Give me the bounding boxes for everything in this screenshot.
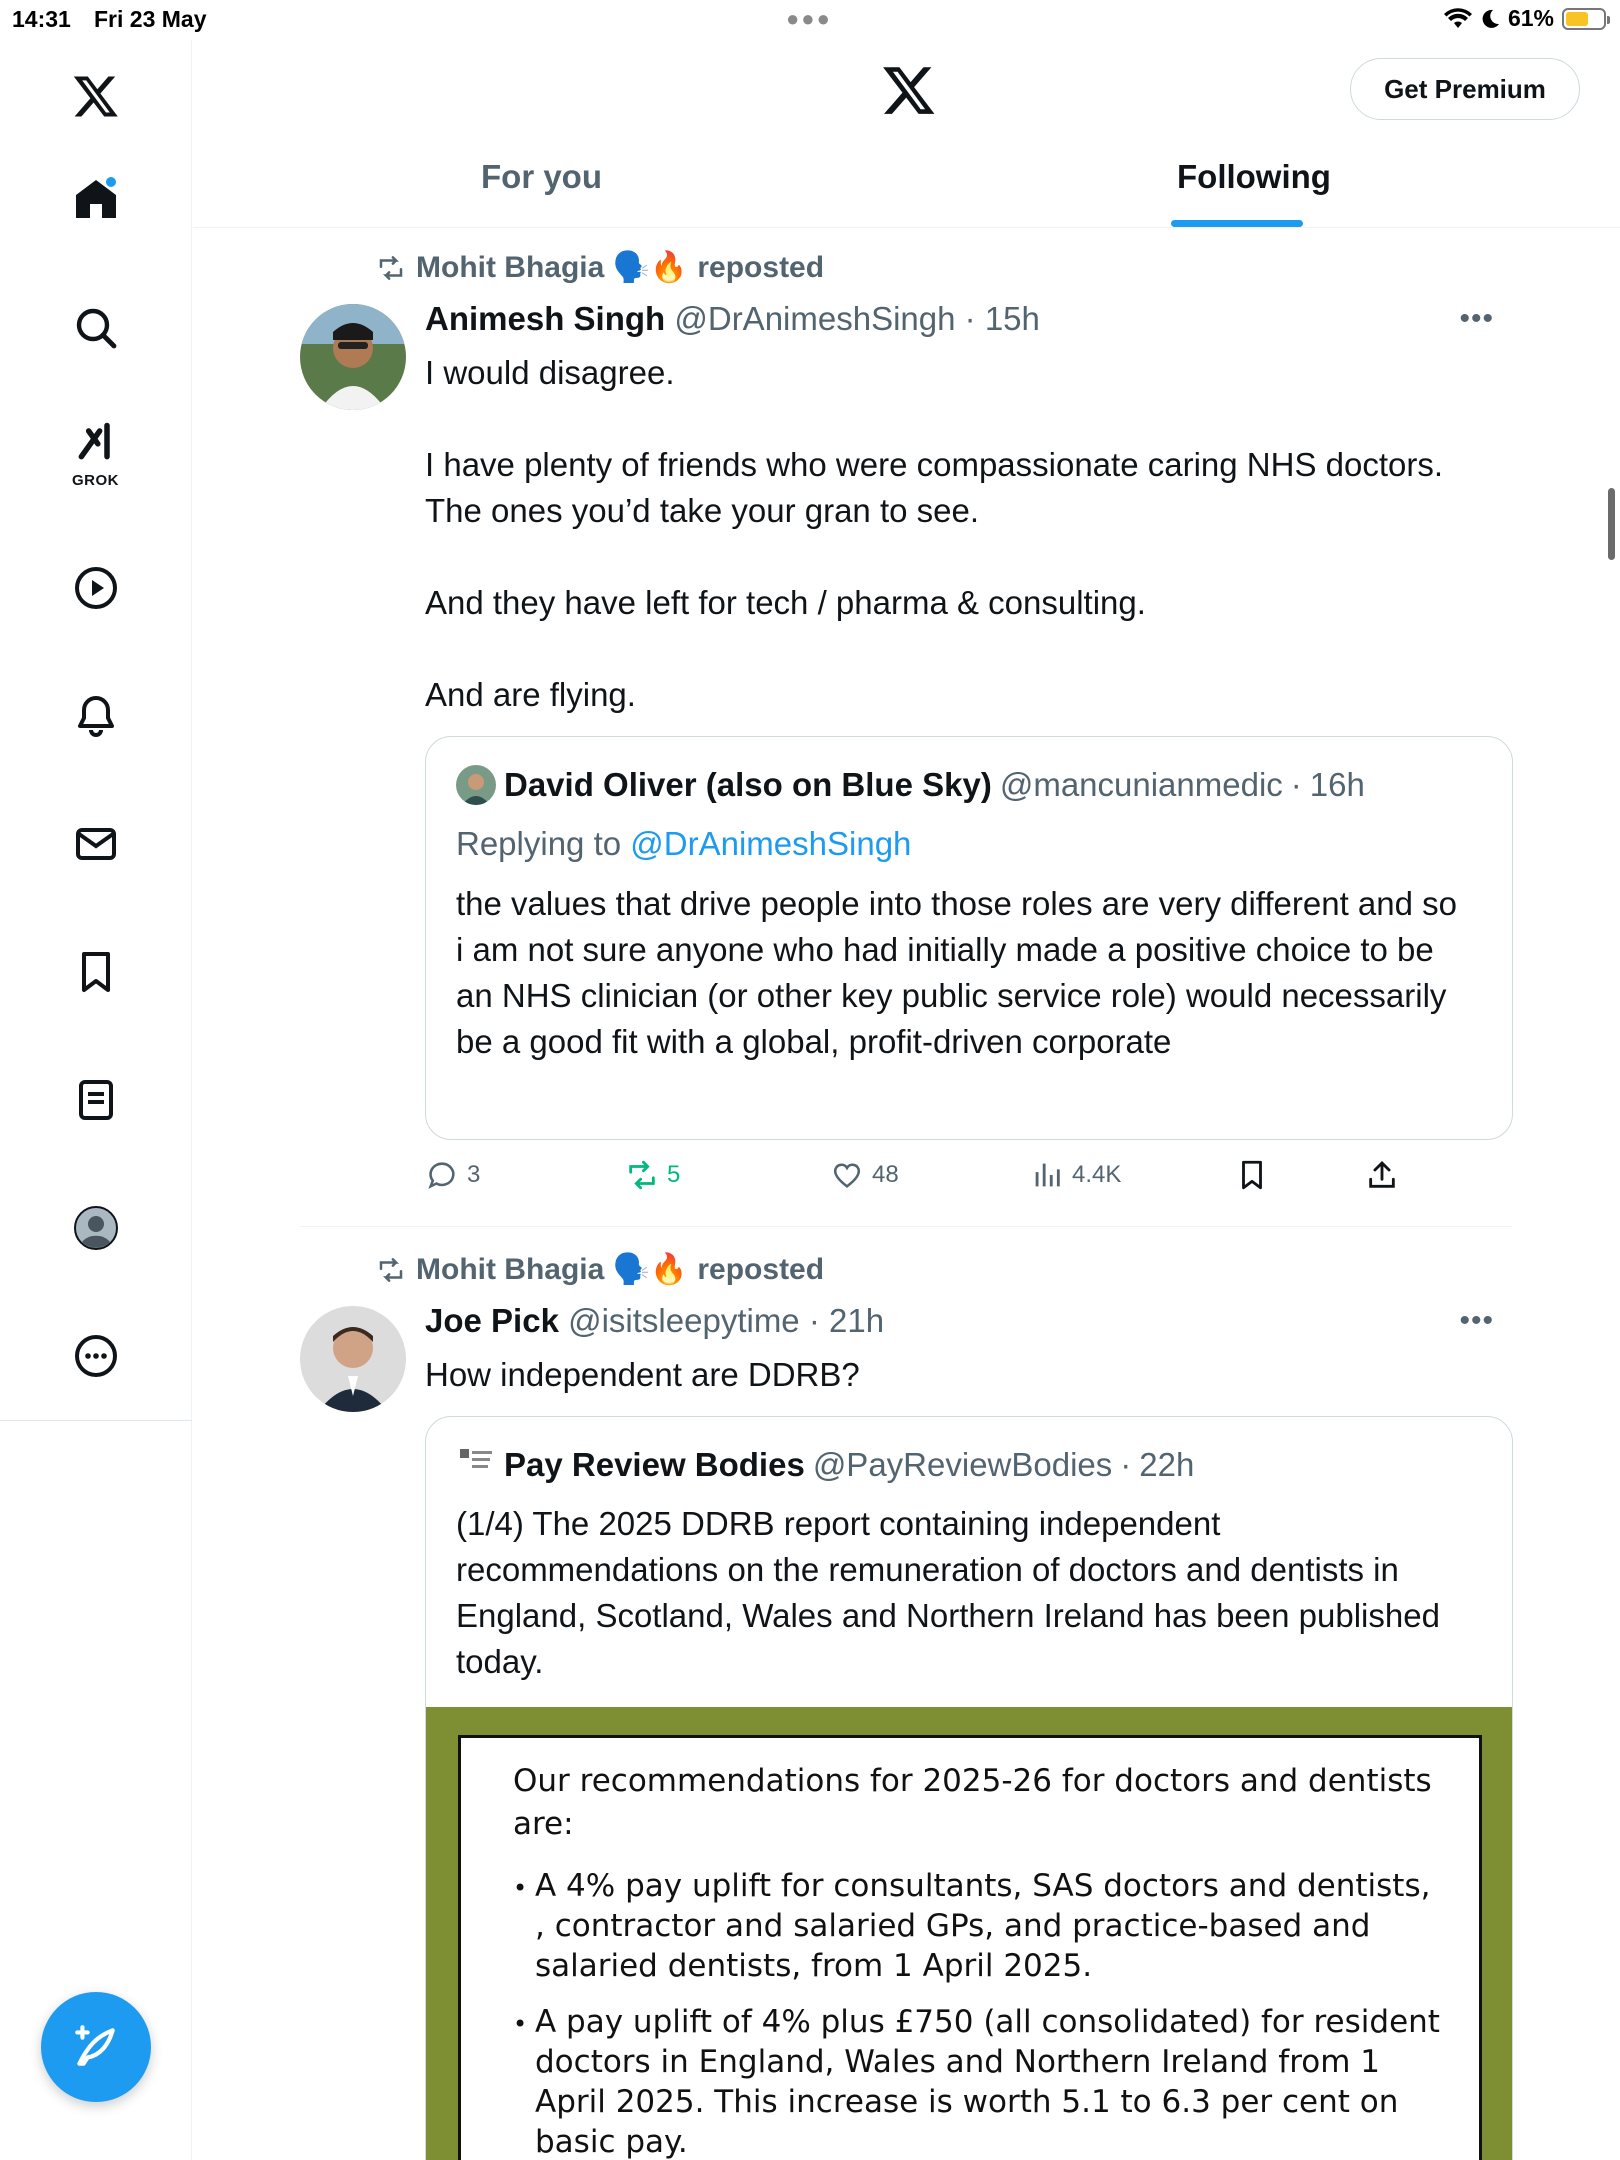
x-logo-icon[interactable]	[64, 64, 128, 128]
author-handle[interactable]: @DrAnimeshSingh	[674, 300, 956, 337]
tab-following[interactable]: Following	[1177, 158, 1331, 195]
quote-time: 16h	[1309, 766, 1365, 803]
reply-button[interactable]	[425, 1158, 480, 1192]
status-right	[1444, 5, 1606, 32]
bookmark-button[interactable]	[1235, 1158, 1269, 1192]
replying-to-handle[interactable]: @DrAnimeshSingh	[630, 825, 912, 862]
quote-author-name: David Oliver (also on Blue Sky)	[504, 766, 992, 803]
video-icon[interactable]	[64, 556, 128, 620]
avatar[interactable]	[300, 1306, 406, 1412]
replying-to-label: Replying to	[456, 825, 622, 862]
messages-icon[interactable]	[64, 812, 128, 876]
repost-indicator	[376, 1252, 824, 1287]
quote-author-handle: @PayReviewBodies	[812, 1446, 1113, 1483]
reposted-label: reposted	[697, 250, 825, 284]
moon-icon	[1480, 8, 1500, 30]
quoted-tweet[interactable]	[425, 736, 1513, 1140]
tweet-header	[425, 1302, 884, 1340]
views-count: 4.4K	[1072, 1161, 1122, 1188]
author-handle[interactable]: @isitsleepytime	[568, 1302, 800, 1339]
more-icon[interactable]	[64, 1324, 128, 1388]
x-logo-icon[interactable]	[881, 62, 937, 118]
reply-icon	[425, 1158, 459, 1192]
home-icon[interactable]	[64, 167, 128, 231]
tweet-text: How independent are DDRB?	[425, 1356, 860, 1393]
separator-dot: ·	[1120, 1446, 1132, 1483]
search-icon[interactable]	[64, 296, 128, 360]
quoted-tweet[interactable]	[425, 1416, 1513, 2160]
compose-button[interactable]	[41, 1992, 151, 2102]
reposted-label: reposted	[697, 1252, 825, 1286]
share-icon	[1365, 1158, 1399, 1192]
like-count: 48	[872, 1161, 899, 1188]
quote-header	[456, 765, 1365, 805]
like-button[interactable]	[830, 1158, 899, 1192]
scrollbar[interactable]	[1608, 488, 1615, 560]
wifi-icon	[1444, 8, 1472, 30]
report-bullet	[513, 1866, 1441, 1986]
status-bar	[0, 0, 1620, 40]
repost-icon	[376, 1255, 406, 1285]
repost-icon	[625, 1158, 659, 1192]
repost-button[interactable]	[625, 1158, 680, 1192]
get-premium-button[interactable]: Get Premium	[1350, 58, 1580, 120]
share-button[interactable]	[1365, 1158, 1399, 1192]
compose-feather-icon	[71, 2022, 121, 2072]
battery-icon	[1562, 8, 1606, 30]
quote-avatar	[456, 1445, 496, 1485]
tweet-time[interactable]: 21h	[829, 1302, 885, 1339]
grok-icon[interactable]	[64, 420, 128, 489]
multitasking-dots-icon[interactable]: ●●●	[786, 6, 832, 31]
profile-icon[interactable]	[64, 1196, 128, 1260]
report-card	[458, 1735, 1482, 2160]
report-intro: Our recommendations for 2025-26 for doctors and dentists are:	[513, 1763, 1432, 1842]
bullet-dot: •	[513, 1874, 528, 1902]
more-options-icon[interactable]: •••	[1459, 1304, 1494, 1337]
bullet-dot: •	[513, 2010, 528, 2038]
quote-text: (1/4) The 2025 DDRB report containing independent recommendations on the remuneration of doctors and dentists in England, Scotland, Wales and Northern Ireland has been published today.	[456, 1505, 1440, 1680]
report-bullet-text: A 4% pay uplift for consultants, SAS doctors and dentists, , contractor and salaried GPs, and practice-based and salaried dentists, from 1 April 2025.	[535, 1868, 1431, 1984]
reposted-by-name[interactable]: Mohit Bhagia 🗣️🔥	[416, 1253, 688, 1286]
tab-for-you[interactable]: For you	[481, 158, 602, 195]
grok-label: GROK	[72, 472, 119, 489]
quote-avatar	[456, 765, 496, 805]
quote-author-handle: @mancunianmedic	[999, 766, 1283, 803]
avatar[interactable]	[300, 304, 406, 410]
battery-fill	[1566, 12, 1588, 26]
replying-to	[456, 825, 911, 863]
battery-percent: 61%	[1507, 5, 1554, 31]
more-options-icon[interactable]: •••	[1459, 302, 1494, 335]
quote-text: the values that drive people into those roles are very different and so i am not sure anyone who had initially made a positive choice to be an NHS clinician (or other key public service role) would necessarily be a good fit with a global, profit-driven corporate	[456, 885, 1458, 1060]
quote-image[interactable]	[426, 1707, 1513, 2160]
bookmark-icon	[1235, 1158, 1269, 1192]
repost-indicator	[376, 250, 824, 285]
views-chart-icon	[1030, 1158, 1064, 1192]
status-time: 14:31	[12, 6, 71, 32]
author-name[interactable]: Joe Pick	[425, 1302, 559, 1339]
tab-active-indicator	[1171, 220, 1303, 227]
lists-icon[interactable]	[64, 1068, 128, 1132]
views-button[interactable]	[1030, 1158, 1121, 1192]
separator-dot: ·	[955, 300, 985, 337]
tweet-time[interactable]: 15h	[984, 300, 1040, 337]
separator-dot: ·	[799, 1302, 829, 1339]
tweet-header	[425, 300, 1040, 338]
reposted-by-name[interactable]: Mohit Bhagia 🗣️🔥	[416, 251, 688, 284]
repost-count: 5	[667, 1161, 681, 1188]
bookmarks-icon[interactable]	[64, 940, 128, 1004]
status-date: Fri 23 May	[94, 6, 207, 32]
header	[193, 40, 1620, 228]
quote-header	[456, 1445, 1194, 1485]
sidebar-divider	[0, 1420, 192, 1421]
notifications-icon[interactable]	[64, 684, 128, 748]
author-name[interactable]: Animesh Singh	[425, 300, 666, 337]
heart-icon	[830, 1158, 864, 1192]
tweet-actions	[425, 1158, 1425, 1198]
sidebar	[0, 40, 192, 2160]
report-bullet-text: A pay uplift of 4% plus £750 (all consolidated) for resident doctors in England, Wales and Northern Ireland from 1 April 2025. This increase is worth 5.1 to 6.3 per cent on basic pay.	[535, 2004, 1440, 2160]
quote-time: 22h	[1139, 1446, 1195, 1483]
quote-author-name: Pay Review Bodies	[504, 1446, 805, 1483]
separator-dot: ·	[1290, 766, 1302, 803]
report-bullet	[513, 2002, 1441, 2160]
repost-icon	[376, 253, 406, 283]
tweet-text: I would disagree. I have plenty of friends who were compassionate caring NHS doctors. The ones you’d take your gran to see. And they have left for tech / pharma & consulting. And are flying.	[425, 354, 1444, 713]
reply-count: 3	[467, 1161, 481, 1188]
tweet-divider	[300, 1226, 1512, 1227]
